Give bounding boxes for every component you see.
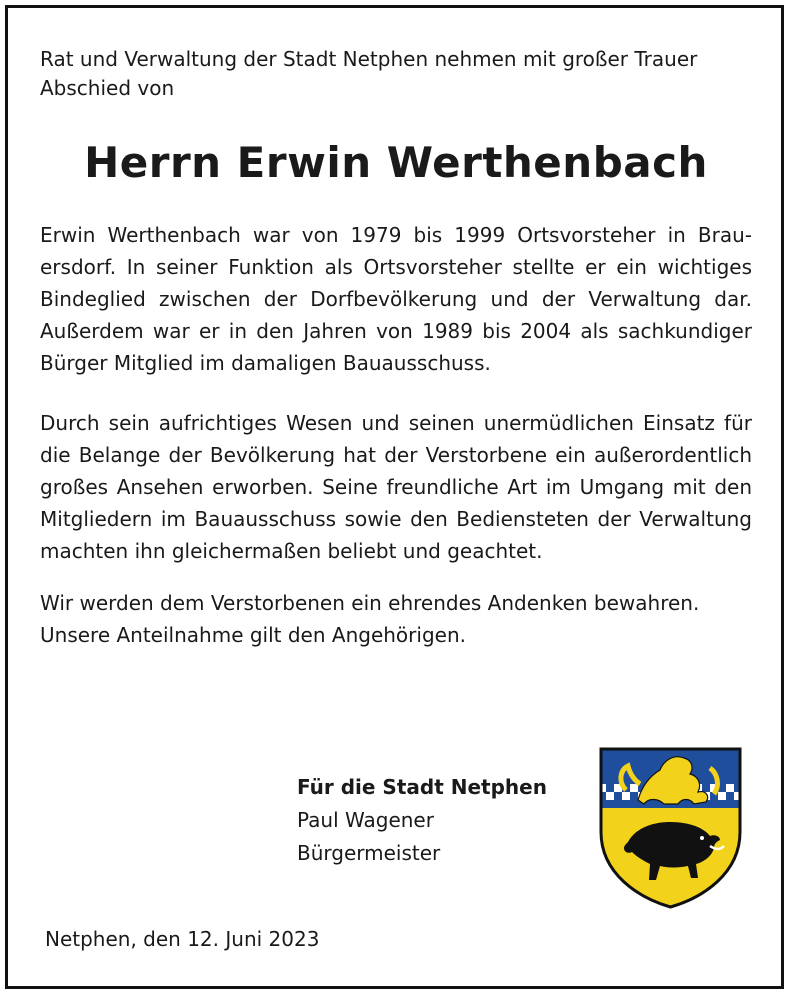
signature-block	[297, 771, 547, 870]
crest-check-square	[702, 784, 710, 792]
crest-check-square	[614, 792, 622, 800]
crest-check-square	[718, 792, 726, 800]
crest-check-square	[726, 792, 734, 800]
paragraph-condolence: Wir werden dem Verstorbenen ein ehrendes Andenken bewahren. Unsere Anteilnahme gilt den Angehörigen.	[40, 591, 700, 647]
paragraph-character: Durch sein aufrichtiges Wesen und seinen unermüdlichen Einsatz für die Belange der Bevölkerung hat der Verstorbene ein außerordentlich großes Ansehen erworben. Seine freundliche Art im Umgang mit den Mitgliedern im Bauausschuss sowie den Bediensteten der Verwaltung machten ihn gleichermaßen beliebt und geachtet.	[40, 411, 752, 563]
signature-signer: Paul Wagener	[297, 808, 434, 832]
crest-check-square	[726, 784, 734, 792]
signature-role: Bürgermeister	[297, 841, 441, 865]
intro-text: Rat und Verwaltung der Stadt Netphen nehmen mit großer Trauer Abschied von	[40, 47, 698, 100]
crest-check-square	[606, 784, 614, 792]
crest-check-square	[630, 792, 638, 800]
crest-check-square	[606, 792, 614, 800]
paragraph-career: Erwin Werthenbach war von 1979 bis 1999 Ortsvorsteher in Brauersdorf. In seiner Funktion als Ortsvorsteher stellte er ein wichtiges Bindeglied zwischen der Dorfbevölkerung und der Verwaltung dar. Außerdem war er in den Jahren von 1989 bis 2004 als sachkundiger Bürger Mitglied im damaligen Bauausschuss.	[40, 223, 752, 375]
signature-organization: Für die Stadt Netphen	[297, 775, 547, 799]
deceased-name: Herrn Erwin Werthenbach	[84, 138, 708, 187]
dateline: Netphen, den 12. Juni 2023	[45, 927, 320, 951]
crest-check-square	[630, 784, 638, 792]
netphen-coat-of-arms-icon	[598, 746, 743, 910]
crest-check-square	[622, 792, 630, 800]
obituary-notice	[40, 45, 752, 651]
